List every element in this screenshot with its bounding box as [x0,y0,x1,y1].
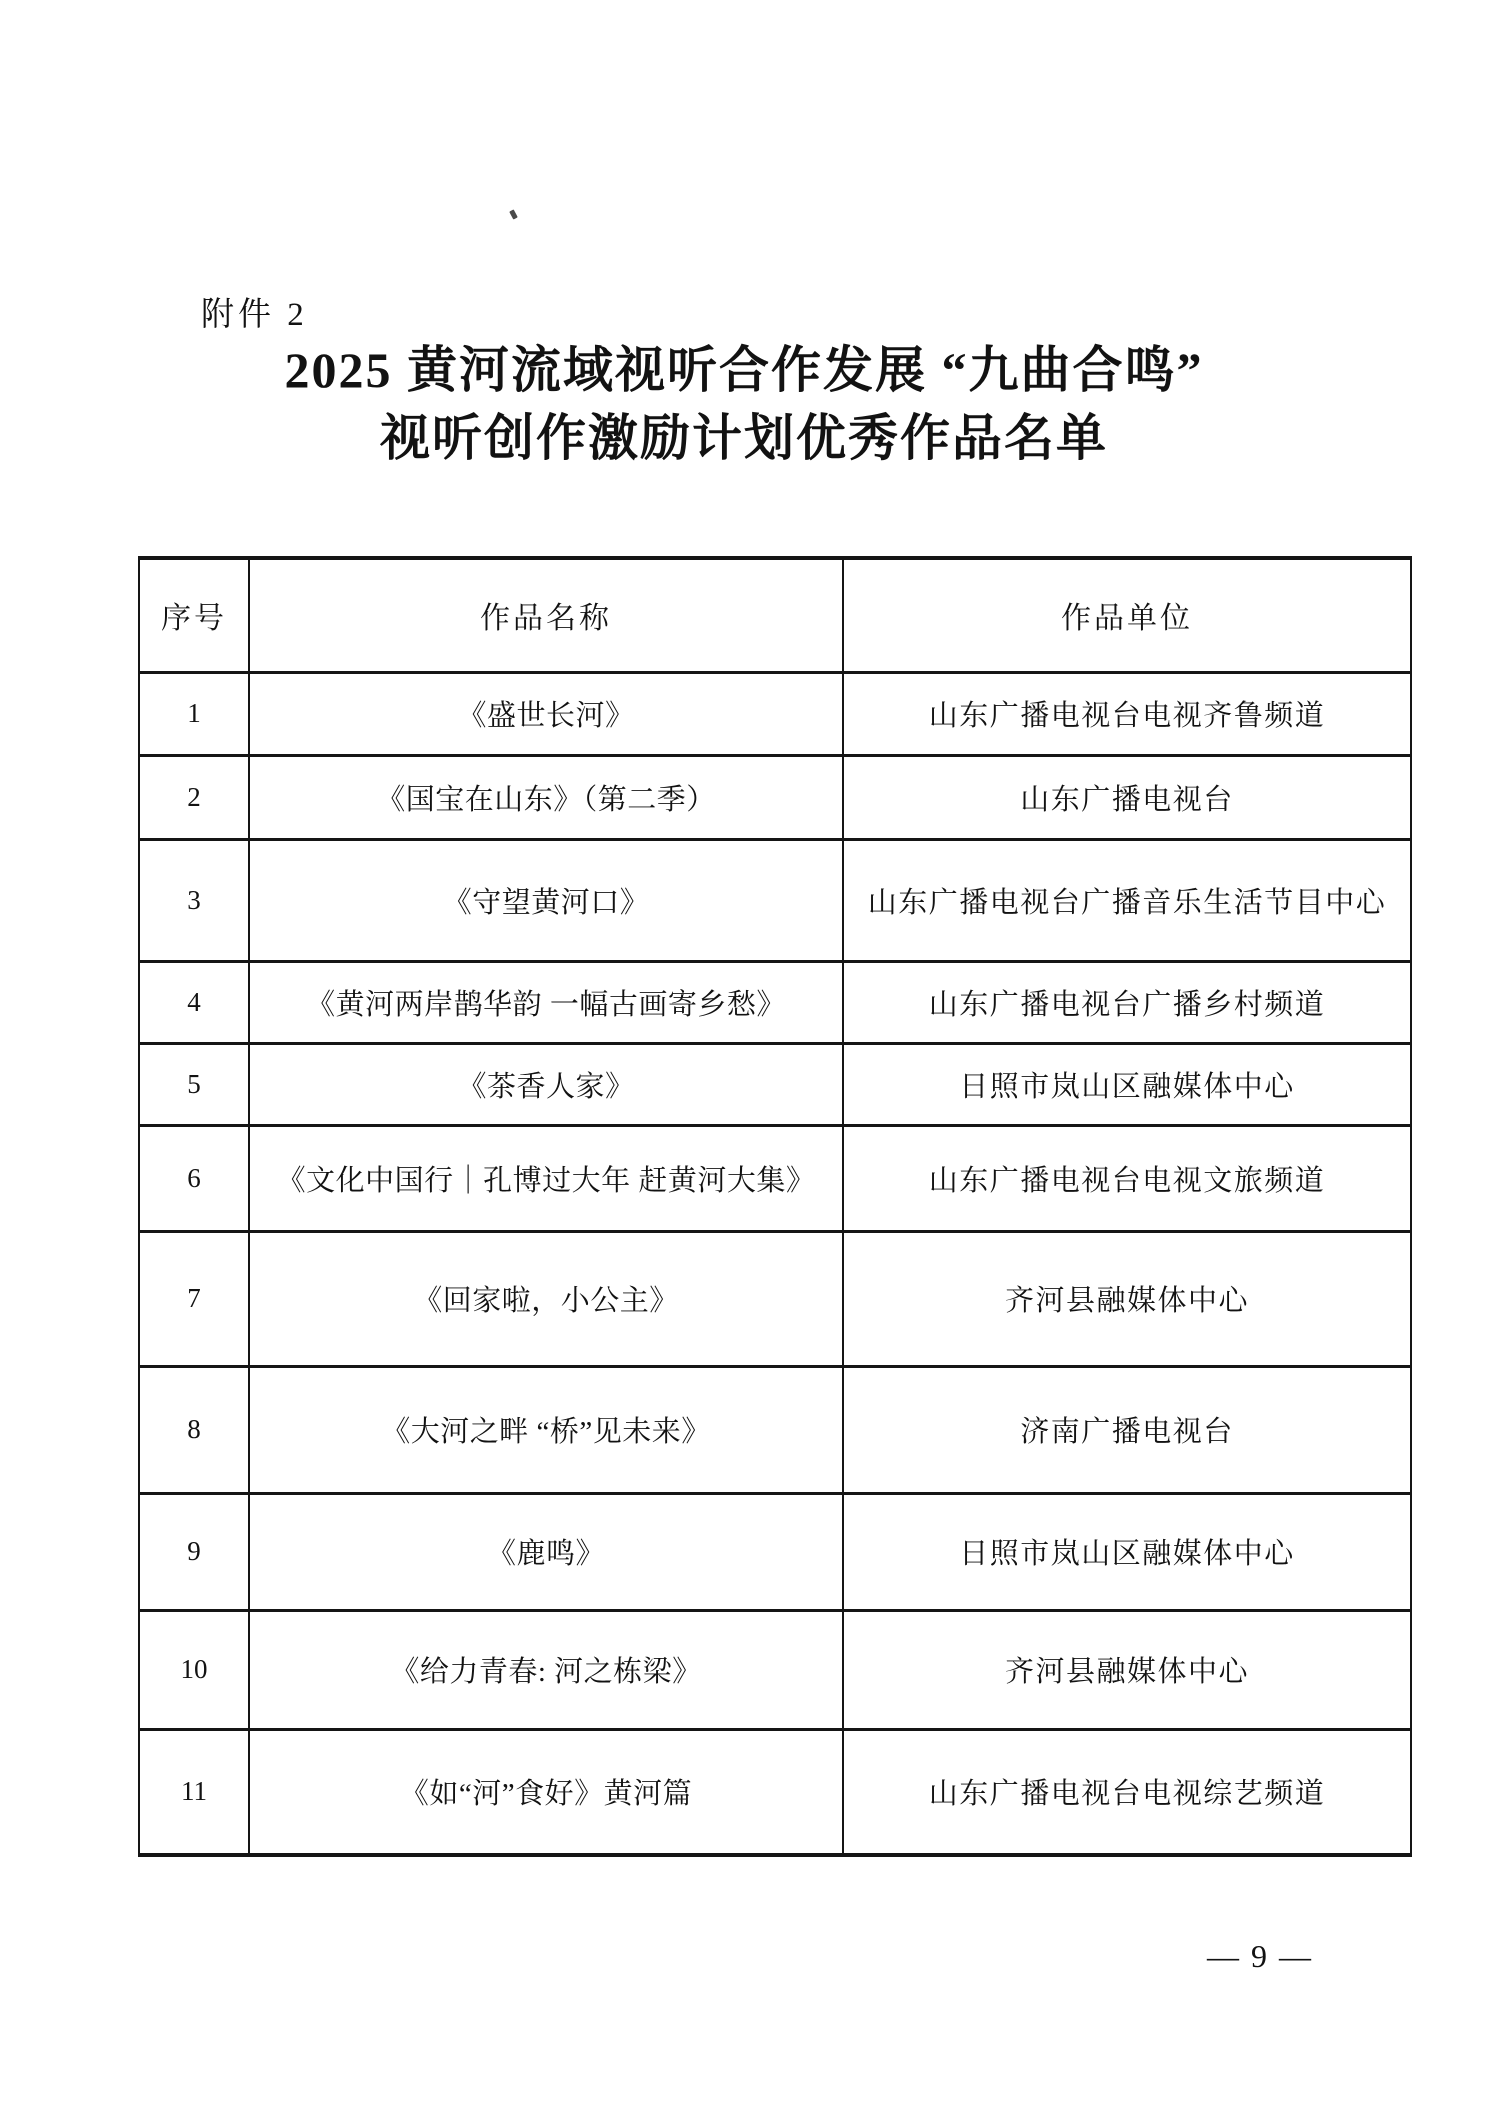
work-unit-cell: 山东广播电视台广播乡村频道 [843,961,1411,1043]
row-number-cell: 8 [139,1366,249,1493]
row-number-cell: 4 [139,961,249,1043]
work-unit-cell: 齐河县融媒体中心 [843,1231,1411,1366]
work-unit-cell: 山东广播电视台电视齐鲁频道 [843,672,1411,755]
work-title-cell: 《黄河两岸鹊华韵 一幅古画寄乡愁》 [249,961,843,1043]
row-number-cell: 11 [139,1729,249,1855]
work-unit-cell: 济南广播电视台 [843,1366,1411,1493]
work-title-cell: 《回家啦，小公主》 [249,1231,843,1366]
work-title-cell: 《国宝在山东》（第二季） [249,755,843,839]
work-unit-cell: 山东广播电视台广播音乐生活节目中心 [843,839,1411,961]
table-header-row [139,558,1411,672]
attachment-label: 附件 2 [201,297,308,333]
row-number-cell: 2 [139,755,249,839]
works-table [138,556,1412,1857]
table-row [139,961,1411,1043]
work-unit-cell: 山东广播电视台 [843,755,1411,839]
row-number-cell: 7 [139,1231,249,1366]
work-title-cell: 《茶香人家》 [249,1043,843,1125]
work-title-cell: 《盛世长河》 [249,672,843,755]
document-title-line2: 视听创作激励计划优秀作品名单 [380,410,1108,466]
row-number-cell: 6 [139,1125,249,1231]
work-unit-cell: 日照市岚山区融媒体中心 [843,1043,1411,1125]
table-row [139,1729,1411,1855]
work-title-cell: 《文化中国行｜孔博过大年 赶黄河大集》 [249,1125,843,1231]
table-row [139,839,1411,961]
table-row [139,1493,1411,1610]
table-row [139,1125,1411,1231]
work-title-cell: 《给力青春: 河之栋梁》 [249,1610,843,1729]
work-title-cell: 《如“河”食好》黄河篇 [249,1729,843,1855]
work-title-cell: 《守望黄河口》 [249,839,843,961]
work-title-cell: 《大河之畔 “桥”见未来》 [249,1366,843,1493]
table-row [139,672,1411,755]
table-row [139,1610,1411,1729]
table-row [139,1366,1411,1493]
column-header-number: 序号 [139,558,249,672]
work-unit-cell: 山东广播电视台电视综艺频道 [843,1729,1411,1855]
page-number: — 9 — [1207,1938,1313,1974]
table-row [139,1231,1411,1366]
work-unit-cell: 齐河县融媒体中心 [843,1610,1411,1729]
scan-speck-artifact [509,209,518,219]
work-title-cell: 《鹿鸣》 [249,1493,843,1610]
document-title [0,336,1488,472]
row-number-cell: 3 [139,839,249,961]
row-number-cell: 10 [139,1610,249,1729]
row-number-cell: 1 [139,672,249,755]
table-row [139,755,1411,839]
row-number-cell: 9 [139,1493,249,1610]
column-header-work-unit: 作品单位 [843,558,1411,672]
work-unit-cell: 山东广播电视台电视文旅频道 [843,1125,1411,1231]
work-unit-cell: 日照市岚山区融媒体中心 [843,1493,1411,1610]
document-title-line1: 2025 黄河流域视听合作发展 “九曲合鸣” [284,342,1204,398]
table-row [139,1043,1411,1125]
column-header-work-title: 作品名称 [249,558,843,672]
row-number-cell: 5 [139,1043,249,1125]
